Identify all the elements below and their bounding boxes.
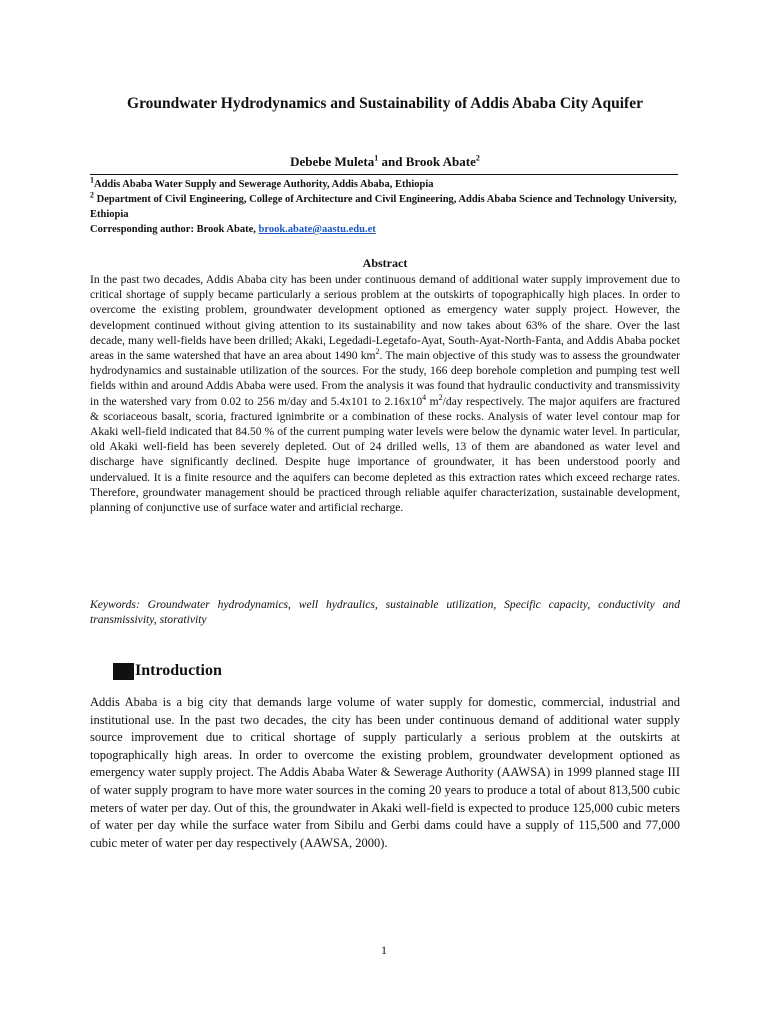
section-heading-introduction — [113, 661, 222, 681]
author-sup: 1 — [374, 153, 379, 163]
corresponding-author — [90, 222, 680, 237]
abstract-sup: 2 — [438, 392, 443, 402]
author-name: Debebe Muleta — [290, 154, 375, 169]
affiliation-sup: 1 — [90, 175, 94, 185]
author-name: Brook Abate — [405, 154, 476, 169]
author-sup: 2 — [475, 153, 480, 163]
paper-title: Groundwater Hydrodynamics and Sustainability of Addis Ababa City Aquifer — [127, 95, 643, 112]
abstract-text: /day respectively. The major aquifers are fractured & scoriaceous basalt, scoria, fractured ignimbrite or a combination of these rocks. Analysis of water level contour map for Akaki well-field indicated that 84.50 % of the current pumping water levels were below the dynamic water level. In particular, old Akaki well-field has been severely depleted. Out of 24 drilled wells, 13 of them are abandoned as water level and discharge have significantly declined. Despite huge importance of groundwater, it has been understood poorly and undervalued. It is a finite resource and the aquifers can become depleted as this extraction rates which exceed recharge rates. Therefore, groundwater management should be practiced through reliable aquifer characterization, sustainable development, planning of conjunctive use of surface water and artificial recharge. — [90, 394, 680, 515]
affiliation-text: Addis Ababa Water Supply and Sewerage Authority, Addis Ababa, Ethiopia — [94, 179, 434, 190]
abstract-sup: 4 — [422, 392, 427, 402]
intro-heading-text: Introduction — [135, 662, 222, 679]
abstract-body — [90, 272, 680, 515]
email-link[interactable]: brook.abate@aastu.edu.et — [258, 224, 376, 235]
abstract-text: . The main objective of this study was to assess the groundwater hydrodynamics and sustainable utilization of the sources. For the study, 166 deep borehole completion and pumping test well fields within and around Addis Ababa were used. From the analysis it was found that hydraulic conductivity and transmissivity in the watershed vary from 0.02 to 256 m/day and 5.4x101 to 2.16x10 — [90, 349, 680, 408]
author-divider — [90, 174, 678, 175]
affiliation — [90, 177, 680, 192]
affiliations — [90, 177, 680, 237]
affiliation-sup: 2 — [90, 190, 94, 200]
abstract-heading: Abstract — [362, 256, 408, 270]
abstract-text: m — [426, 394, 439, 408]
abstract-sup: 2 — [375, 347, 380, 357]
affiliation — [90, 192, 680, 222]
author-joiner: and — [378, 154, 406, 169]
keywords: Keywords: Groundwater hydrodynamics, well hydraulics, sustainable utilization, Specific capacity, conductivity and transmissivity, storativity — [90, 598, 680, 627]
page-number: 1 — [381, 943, 387, 957]
abstract-text: In the past two decades, Addis Ababa city has been under continuous demand of additional water supply improvement due to critical shortage of supply became particularly a serious problem at the outskirts of topographically high places. In order to overcome the existing problem, groundwater development optioned as emergency water supply project. However, the development continued without giving attention to its sustainability and now takes about 63% of the share. Over the last decade, many well-fields have been drilled; Akaki, Legedadi-Legetafo-Ayat, South-Ayat-North-Fanta, and Addis Ababa pocket areas in the same watershed that have an area about 1490 km — [90, 273, 680, 363]
intro-paragraph: Addis Ababa is a big city that demands large volume of water supply for domestic, commercial, industrial and institutional use. In the past two decades, the city has been under continuous demand of additional water supply source improvement due to critical shortage of supply particularly a serious problem at the outskirts at topographically high areas. In order to overcome the existing problem, groundwater development optioned as emergency water supply project. The Addis Ababa Water & Sewerage Authority (AAWSA) in 1999 planned stage III of water supply program to have more water sources in the coming 20 years to produce a total of about 813,500 cubic meters of water per day. Out of this, the groundwater in Akaki well-field is expected to produce 125,000 cubic meters of water per day while the surface water from Sibilu and Gerbi dams could have a supply of 115,500 and 77,000 cubic meter of water per day respectively (AAWSA, 2000). — [90, 695, 680, 850]
heading-number-block — [113, 663, 134, 680]
corresponding-label: Corresponding author: Brook Abate, — [90, 224, 259, 235]
affiliation-text: Department of Civil Engineering, College of Architecture and Civil Engineering, Addis Ababa Science and Technology University, Ethiopia — [90, 194, 677, 220]
author-line — [90, 153, 680, 171]
